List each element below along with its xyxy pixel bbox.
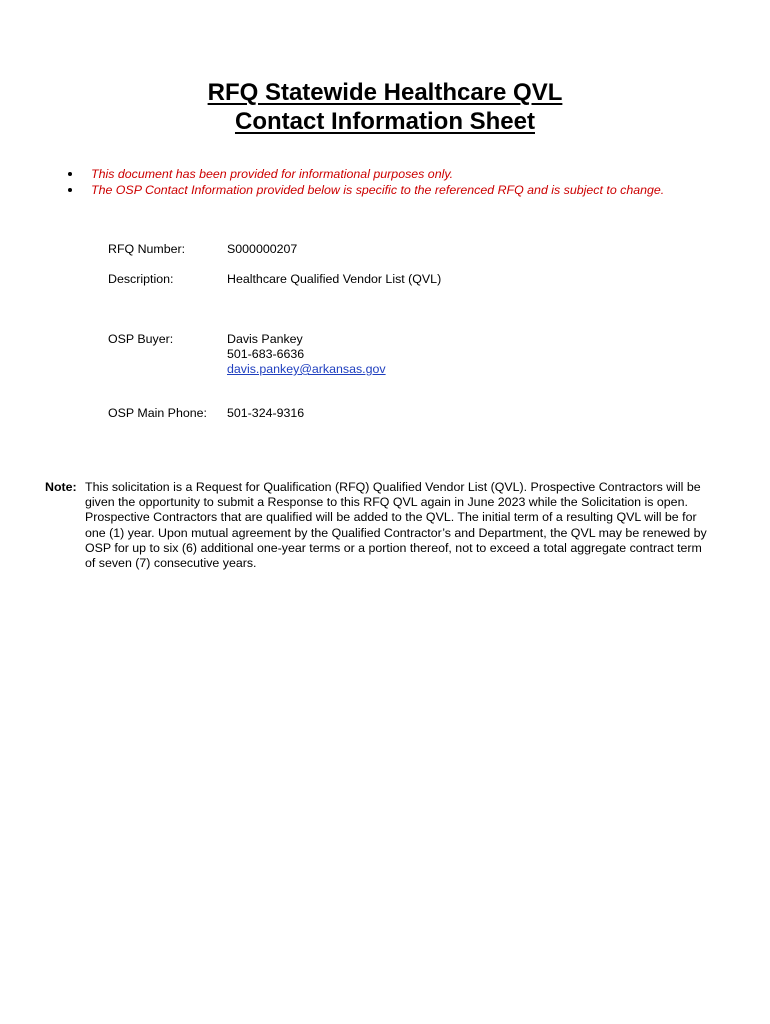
disclaimer-list [66,166,664,198]
osp-buyer-email-link[interactable]: davis.pankey@arkansas.gov [227,362,386,376]
note-line: Prospective Contractors that are qualified will be added to the QVL. The initial term of a resulting QVL will be for [85,510,697,525]
disclaimer-text: The OSP Contact Information provided below is specific to the referenced RFQ and is subject to change. [91,183,665,197]
disclaimer-text: This document has been provided for informational purposes only. [91,167,454,181]
disclaimer-item [66,166,664,182]
bullet-icon [68,188,72,192]
rfq-number-value: S000000207 [227,242,298,256]
osp-main-phone-label: OSP Main Phone: [108,406,207,420]
osp-buyer-email-wrapper [227,362,386,377]
note-line: of seven (7) consecutive years. [85,556,257,571]
bullet-icon [68,172,72,176]
description-label: Description: [108,272,174,286]
note-line: OSP for up to six (6) additional one-year terms or a portion thereof, not to exceed a total aggregate contract term [85,540,702,555]
note-line: This solicitation is a Request for Qualification (RFQ) Qualified Vendor List (QVL). Prospective Contractors will be [85,480,701,494]
note-line: given the opportunity to submit a Response to this RFQ QVL again in June 2023 while the Solicitation is open. [85,495,688,510]
rfq-number-label: RFQ Number: [108,242,186,256]
document-title-line-1: RFQ Statewide Healthcare QVL [207,79,563,106]
note-body [85,480,725,571]
osp-buyer-phone: 501-683-6636 [227,347,305,361]
note-line: one (1) year. Upon mutual agreement by the Qualified Contractor’s and Department, the QVL may be renewed by [85,525,707,540]
document-title-line-2: Contact Information Sheet [234,108,535,135]
osp-main-phone-value: 501-324-9316 [227,406,305,420]
disclaimer-item [66,182,664,198]
osp-buyer-label: OSP Buyer: [108,332,174,346]
note-label: Note: [45,480,77,494]
description-value: Healthcare Qualified Vendor List (QVL) [227,272,442,286]
osp-buyer-name: Davis Pankey [227,332,303,346]
